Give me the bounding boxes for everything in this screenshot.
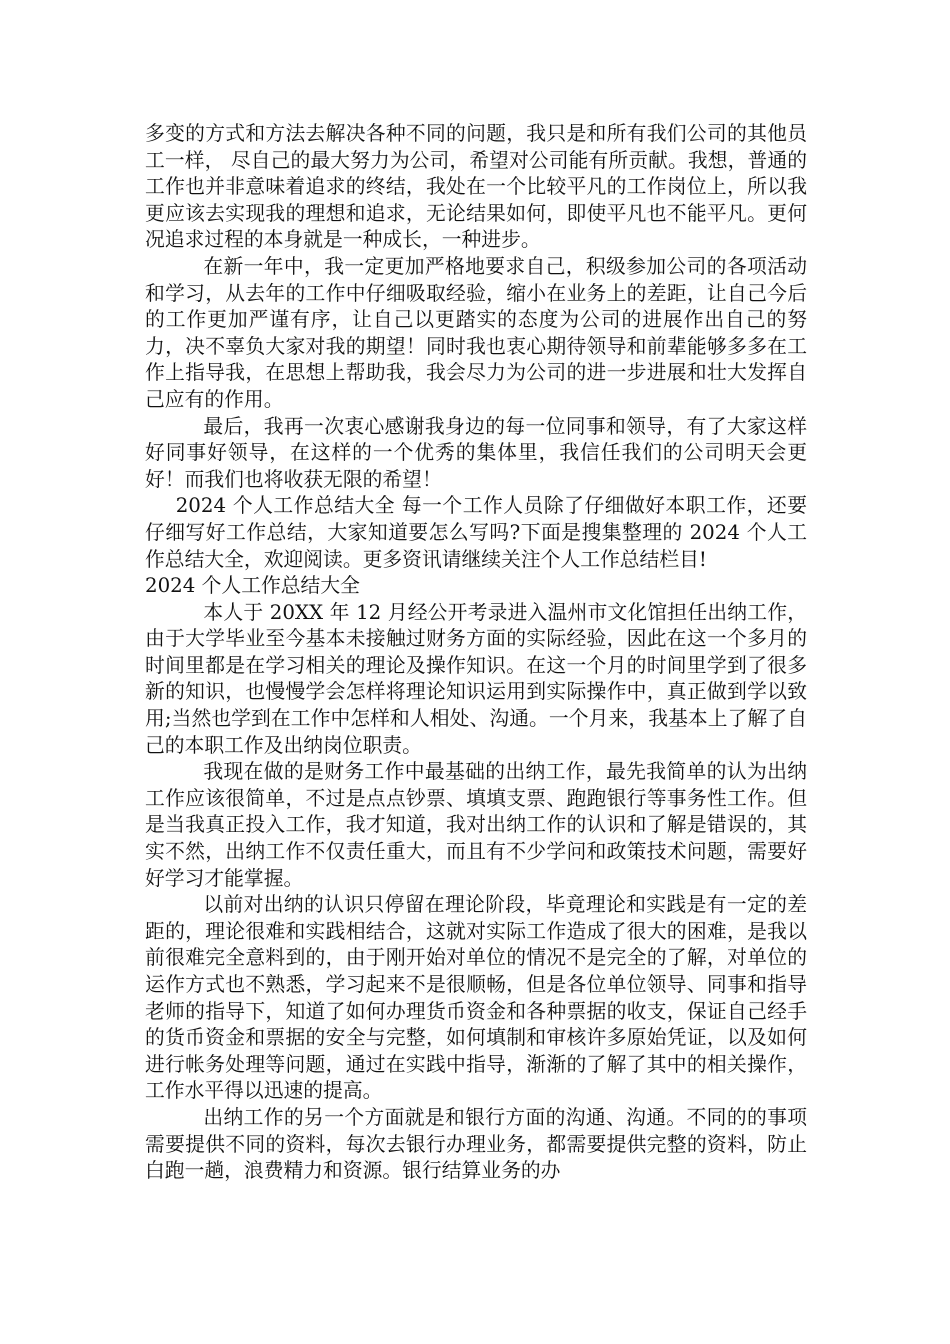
paragraph-9: 出纳工作的另一个方面就是和银行方面的沟通、沟通。不同的的事项需要提供不同的资料，每次去银行办理业务，都需要提供完整的资料，防止白跑一趟，浪费精力和资源。银行结算业务的办 [145,1105,807,1183]
paragraph-3: 最后，我再一次衷心感谢我身边的每一位同事和领导，有了大家这样好同事好领导，在这样的一个优秀的集体里，我信任我们的公司明天会更好！而我们也将收获无限的希望！ [145,414,807,491]
paragraph-1: 多变的方式和方法去解决各种不同的问题，我只是和所有我们公司的其他员工一样， 尽自己的最大努力为公司，希望对公司能有所贡献。我想，普通的工作也并非意味着追求的终结，我处在一个比较平凡的工作岗位上，所以我更应该去实现我的理想和追求，无论结果如何，即使平凡也不能平凡。更何况追求过程的本身就是一种成长，一种进步。 [145,122,807,252]
paragraph-8: 以前对出纳的认识只停留在理论阶段，毕竟理论和实践是有一定的差距的，理论很难和实践相结合，这就对实际工作造成了很大的困难，是我以前很难完全意料到的，由于刚开始对单位的情况不是完全的了解，对单位的运作方式也不熟悉，学习起来不是很顺畅，但是各位单位领导、同事和指导老师的指导下，知道了如何办理货币资金和各种票据的收支，保证自己经手的货币资金和票据的安全与完整，如何填制和审核许多原始凭证，以及如何进行帐务处理等问题，通过在实践中指导，渐渐的了解了其中的相关操作，工作水平得以迅速的提高。 [145,893,807,1103]
section-heading: 2024 个人工作总结大全 [145,574,360,598]
paragraph-4: 2024 个人工作总结大全 每一个工作人员除了仔细做好本职工作，还要仔细写好工作总结，大家知道要怎么写吗?下面是搜集整理的 2024 个人工作总结大全，欢迎阅读。更多资讯请继续关注个人工作总结栏目! [145,494,807,571]
paragraph-6: 本人于 20XX 年 12 月经公开考录进入温州市文化馆担任出纳工作，由于大学毕业至今基本未接触过财务方面的实际经验，因此在这一个多月的时间里都是在学习相关的理论及操作知识。在这一个月的时间里学到了很多新的知识，也慢慢学会怎样将理论知识运用到实际操作中，真正做到学以致用;当然也学到在工作中怎样和人相处、沟通。一个月来，我基本上了解了自己的本职工作及出纳岗位职责。 [145,600,807,757]
paragraph-2: 在新一年中，我一定更加严格地要求自己，积级参加公司的各项活动和学习，从去年的工作中仔细吸取经验，缩小在业务上的差距，让自己今后的工作更加严谨有序，让自己以更踏实的态度为公司的进展作出自己的努力，决不辜负大家对我的期望！同时我也衷心期待领导和前辈能够多多在工作上指导我，在思想上帮助我，我会尽力为公司的进一步进展和壮大发挥自己应有的作用。 [145,254,807,411]
document-page [145,121,807,1185]
paragraph-7: 我现在做的是财务工作中最基础的出纳工作，最先我简单的认为出纳工作应该很简单，不过是点点钞票、填填支票、跑跑银行等事务性工作。但是当我真正投入工作，我才知道，我对出纳工作的认识和了解是错误的，其实不然，出纳工作不仅责任重大，而且有不少学问和政策技术问题，需要好好学习才能掌握。 [145,760,807,890]
